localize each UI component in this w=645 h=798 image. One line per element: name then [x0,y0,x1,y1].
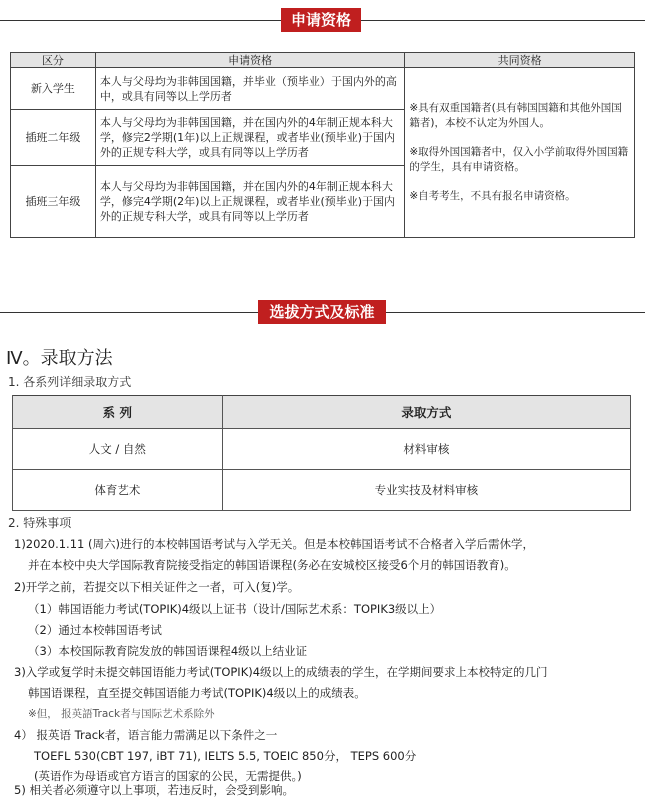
note-line: 并在本校中央大学国际教育院接受指定的韩国语课程(务必在安城校区接受6个月的韩国语教育)。 [28,558,516,572]
banner-title: 选拔方式及标准 [258,300,386,324]
table-row [13,470,631,511]
note-line: （1）韩国语能力考试(TOPIK)4级以上证书（设计/国际艺术系：TOPIK3级以上） [28,602,442,616]
common-note: ※自考考生，不具有报名申请资格。 [409,190,576,202]
category-cell: 插班三年级 [11,166,96,238]
note-line: 2)开学之前，若提交以下相关证件之一者，可入(复)学。 [14,580,300,594]
requirement-cell: 本人与父母均为非韩国国籍，并在国内外的4年制正规本科大学，修完4学期(2年)以上正规课程，或者毕业(预毕业)于国内外的正规专科大学，或具有同等以上学历者 [95,166,404,238]
series-cell: 人文 / 自然 [13,429,223,470]
table-row [13,429,631,470]
note-line: ※但， 报英語Track者与国际艺术系除外 [28,708,215,720]
note-line: （2）通过本校韩国语考试 [28,623,162,637]
col-header-common: 共同资格 [405,53,635,68]
col-header-requirement: 申请资格 [95,53,404,68]
col-header-method: 录取方式 [222,396,630,429]
common-note: ※取得外国国籍者中，仅入小学前取得外国国籍的学生，具有申请资格。 [409,146,629,173]
method-cell: 材料审核 [222,429,630,470]
requirement-cell: 本人与父母均为非韩国国籍，并在国内外的4年制正规本科大学，修完2学期(1年)以上正规课程，或者毕业(预毕业)于国内外的正规专科大学，或具有同等以上学历者 [95,110,404,166]
note-line: 1)2020.1.11 (周六)进行的本校韩国语考试与入学无关。但是本校韩国语考试不合格者入学后需休学， [14,537,534,551]
note-line: 3)入学或复学时未提交韩国语能力考试(TOPIK)4级以上的成绩表的学生，在学期间要求上本校特定的几门 [14,665,548,679]
admission-method-table [12,395,631,511]
common-note: ※具有双重国籍者(具有韩国国籍和其他外国国籍者)，本校不认定为外国人。 [409,102,622,129]
banner-title: 申请资格 [281,8,361,32]
subheading: 1. 各系列详细录取方式 [8,375,132,389]
category-cell: 新入学生 [11,68,96,110]
eligibility-table [10,52,635,238]
series-cell: 体育艺术 [13,470,223,511]
requirement-cell: 本人与父母均为非韩国国籍，并毕业（预毕业）于国内外的高中，或具有同等以上学历者 [95,68,404,110]
note-line: 5) 相关者必须遵守以上事项，若违反时，会受到影响。 [14,783,294,797]
section-banner-eligibility [0,8,645,32]
section-banner-selection [0,300,645,324]
col-header-series: 系 列 [13,396,223,429]
note-line: (英语作为母语或官方语言的国家的公民，无需提供。) [34,769,302,783]
note-line: TOEFL 530(CBT 197, iBT 71), IELTS 5.5, TOEIC 850分， TEPS 600分 [34,749,417,763]
section-heading: Ⅳ。录取方法 [6,348,113,369]
col-header-category: 区分 [11,53,96,68]
table-row [11,68,635,110]
method-cell: 专业实技及材料审核 [222,470,630,511]
subheading: 2. 特殊事项 [8,516,72,530]
note-line: 韩国语课程，直至提交韩国语能力考试(TOPIK)4级以上的成绩表。 [28,686,366,700]
category-cell: 插班二年级 [11,110,96,166]
note-line: （3）本校国际教育院发放的韩国语课程4级以上结业证 [28,644,308,658]
common-qualification-cell [405,68,635,238]
note-line: 4） 报英语 Track者，语言能力需满足以下条件之一 [14,728,278,742]
